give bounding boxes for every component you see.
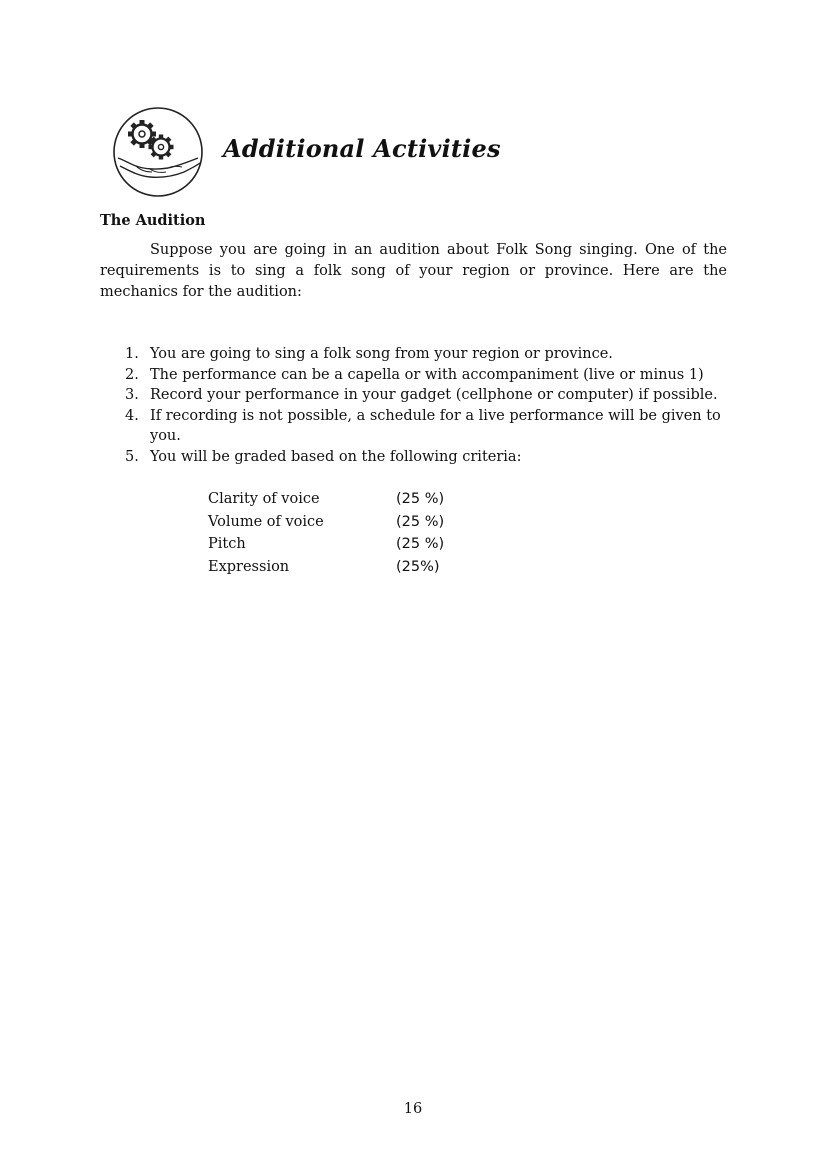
- list-item: [100, 406, 727, 447]
- criteria-row: [208, 556, 444, 579]
- list-item-number: 1.: [125, 346, 139, 362]
- criteria-row: [208, 533, 444, 556]
- criteria-weight: (25 %): [396, 536, 445, 552]
- activity-heading: The Audition: [100, 212, 206, 229]
- section-title: Additional Activities: [223, 134, 501, 163]
- activity-intro: Suppose you are going in an audition about Folk Song singing. One of the requirements is to sing a folk song of your region or province. Here are the mechanics for the audition:: [100, 242, 727, 300]
- list-item: [100, 344, 727, 365]
- list-item-number: 5.: [125, 448, 139, 465]
- criteria-table: [208, 488, 444, 578]
- list-item: [100, 385, 727, 406]
- list-item-number: 3.: [125, 387, 139, 403]
- criteria-row: [208, 511, 444, 534]
- criteria-name: Volume of voice: [208, 513, 324, 530]
- mechanics-list: [100, 344, 727, 467]
- gears-in-hand-icon: [112, 106, 204, 198]
- list-item: [100, 447, 727, 468]
- criteria-row: [208, 488, 444, 511]
- list-item-number: 4.: [125, 407, 139, 424]
- criteria-name: Pitch: [208, 536, 246, 552]
- page-number: 16: [403, 1101, 423, 1117]
- criteria-name: Expression: [208, 558, 290, 575]
- list-item-text: Record your performance in your gadget (cellphone or computer) if possible.: [150, 387, 718, 403]
- list-item-text: If recording is not possible, a schedule for a live performance will be given to you.: [150, 407, 721, 444]
- list-item-text: The performance can be a capella or with accompaniment (live or minus 1): [150, 366, 704, 383]
- criteria-weight: (25%): [396, 558, 440, 575]
- list-item-text: You will be graded based on the following criteria:: [150, 448, 522, 465]
- list-item-text: You are going to sing a folk song from your region or province.: [150, 346, 613, 362]
- list-item: [100, 365, 727, 386]
- criteria-name: Clarity of voice: [208, 491, 320, 507]
- list-item-number: 2.: [125, 366, 139, 383]
- criteria-weight: (25 %): [396, 513, 445, 530]
- criteria-weight: (25 %): [396, 491, 445, 507]
